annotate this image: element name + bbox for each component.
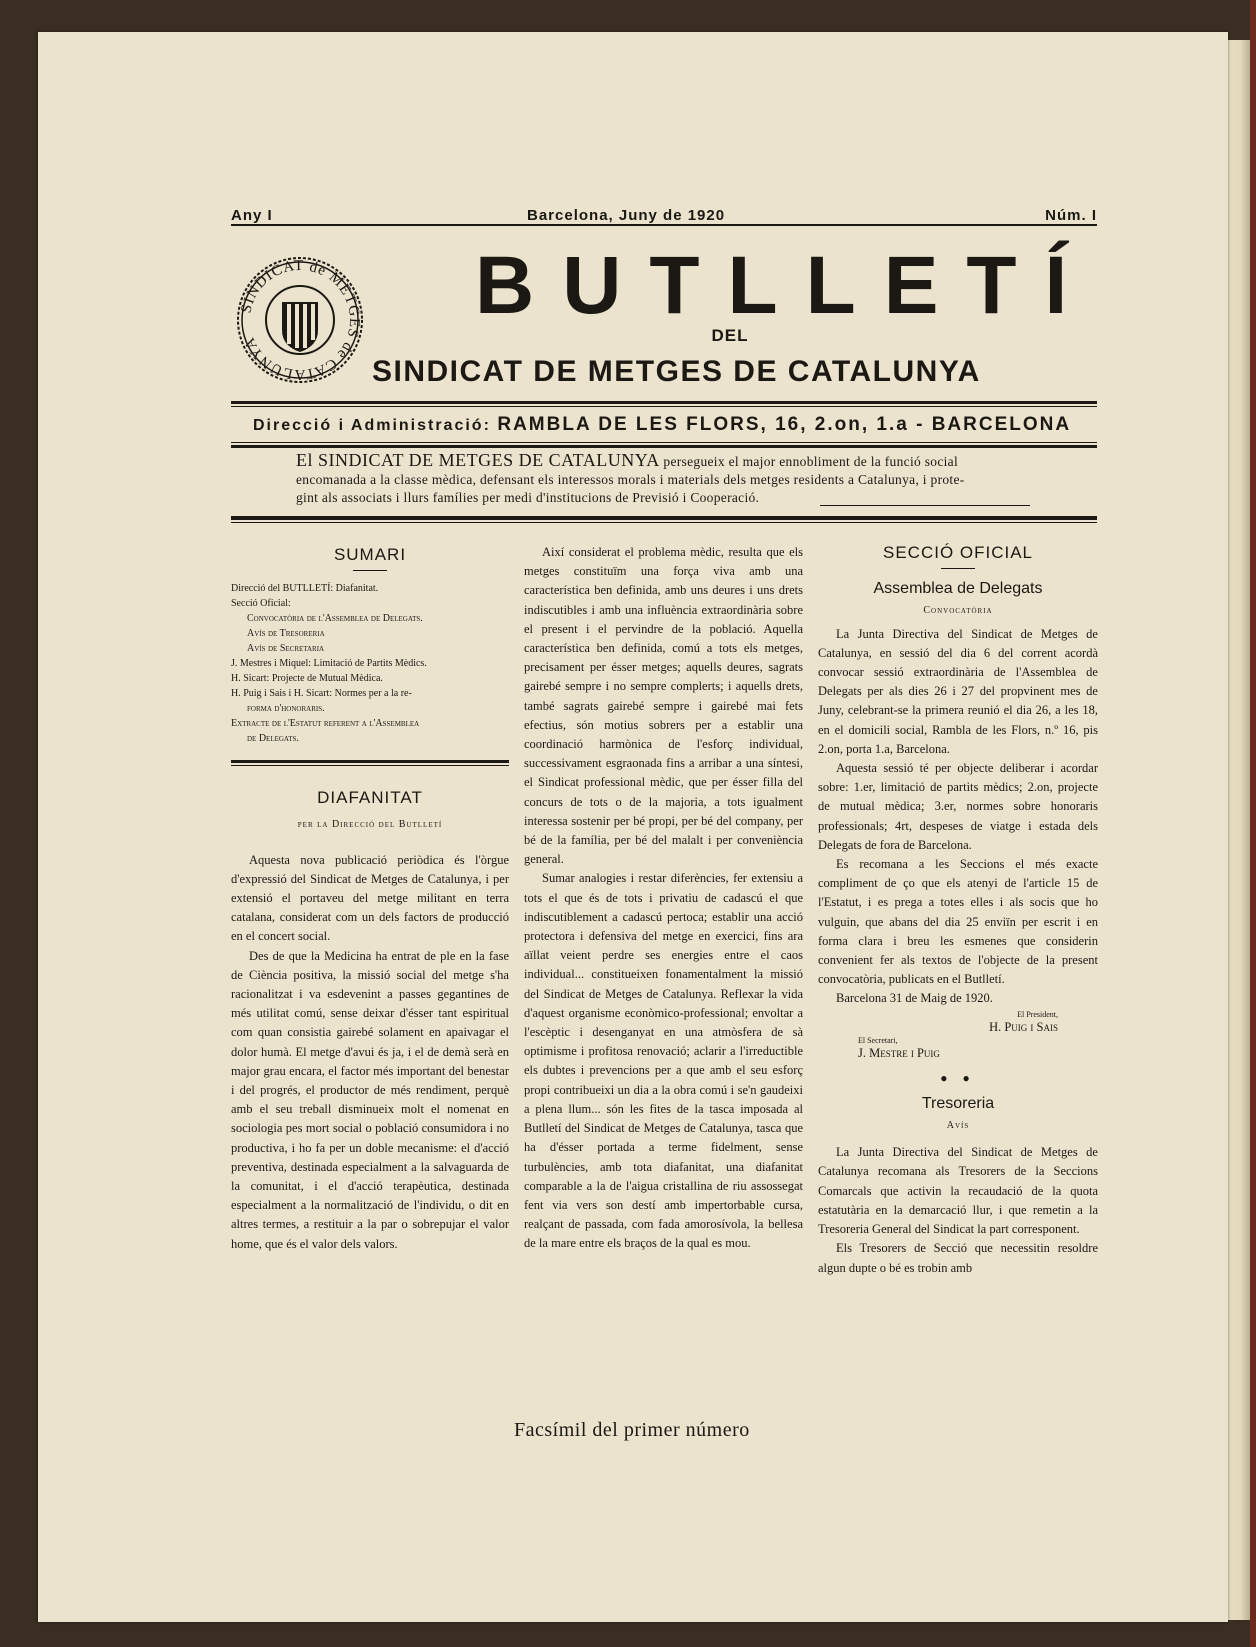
oficial-p1: La Junta Directiva del Sindicat de Metges de Catalunya, en sessió del dia 6 del corrent acordà convocar sessió extraordinària de l'Assemblea de Delegats per als dies 26 i 27 del propvinent mes de Juny, celebrant-se la primera reunió el dia 26, a les 18, en el domicili social, Rambla de les Flors, n.º 16, pis 2.on, porta 1.a, Barcelona. (818, 626, 1098, 756)
middle-p1: Així considerat el problema mèdic, resulta que els metges constituïm una força viva amb una característica ben definida, amb uns deures i uns drets indiscutibles i amb una influència extraordinària sobre el present i el pervindre de la població. Aquella característica ben definida, comú a tots els metges, precisament per ésser metges; aquells deures, sagrats gairebé sempre i no sempre complerts; i aquells drets, també sagrats gairebé sempre i gairebé mai fets efectius, són motius sobrers per a establir una coordinació harmònica de l'esforç individual, successivament esgraonada fins a arribar a una síntesi, el Sindicat professional mèdic, que per ésser filla del concurs de tots o de la majoria, a tots igualment interessa sostenir per bé propi, per bé del company, per bé de la família, per bé del malalt i per conveniència general. (524, 545, 803, 867)
column-middle (524, 543, 803, 1254)
sumari-item: H. Sicart: Projecte de Mutual Mèdica. (231, 673, 383, 685)
oficial-date: Barcelona 31 de Maig de 1920. (836, 991, 993, 1006)
sindicat-seal-logo (236, 256, 364, 384)
body-rule-thin (231, 522, 1097, 523)
issue-number: Núm. I (1045, 207, 1097, 224)
diafanitat-title: DIAFANITAT (317, 788, 423, 808)
mission-line1: persegueix el major ennobliment de la funció social (663, 454, 959, 469)
oficial-p3: Es recomana a les Seccions el més exacte compliment de ço que els atenyi de l'article 15 de l'Estatut, i es prega a totes elles i als socis que ho vulguin, que abans del dia 25 enviïn per escrit i en forma clara i breu les esmenes que considerin convenient fer als textos de l'objecte de la present convocatòria, publicats en el Butlletí. (818, 857, 1098, 987)
sumari-dash (353, 570, 387, 571)
oficial-dash (941, 568, 975, 569)
mission-statement (296, 451, 1026, 507)
sumari-item: de Delegats. (247, 733, 299, 745)
diafanitat-p1: Aquesta nova publicació periòdica és l'òrgue d'expressió del Sindicat de Metges de Catalunya, i per extensió el portaveu del metge militant en terra catalana, considerat com un dels factors de producció en el concert social. (231, 852, 509, 944)
mission-line3: gint als associats i llurs famílies per medi d'institucions de Previsió i Cooperació. (296, 490, 760, 505)
masthead-rule-top-thin (231, 406, 1097, 407)
body-rule (231, 516, 1097, 520)
sumari-item: Avís de Tresoreria (247, 628, 325, 640)
sumari-item: Avís de Secretaria (247, 643, 325, 655)
sumari-item: H. Puig i Sais i H. Sicart: Normes per a la re- (231, 688, 412, 700)
mission-lead: El SINDICAT DE METGES DE CATALUNYA (296, 450, 660, 470)
oficial-p2: Aquesta sessió té per objecte deliberar i acordar sobre: 1.er, limitació de partits mèdics; 2.on, projecte de mutual mèdica; 3.er, normes sobre honoraris professionals; 4rt, despeses de viatge i estada dels Delegats de fora de Barcelona. (818, 761, 1098, 852)
sumari-rule-thin (231, 765, 509, 766)
book-cover-edge (1250, 0, 1256, 1647)
diafanitat-byline: per la Direcció del Butlletí (297, 819, 443, 831)
section-bullets: ● ● (940, 1070, 976, 1085)
sumari-rule (231, 760, 509, 763)
facsimile-caption: Facsímil del primer número (514, 1419, 750, 1441)
avis-label: Avís (946, 1120, 970, 1132)
sumari-item: Convocatòria de l'Assemblea de Delegats. (247, 613, 423, 625)
seal-text: SINDICAT de METGES de CATALUNYA (238, 257, 363, 383)
volume-label: Any I (231, 207, 273, 224)
sumari-item: Direcció del BUTLLETÍ: Diafanitat. (231, 583, 379, 595)
address-rule-thin (231, 442, 1097, 443)
masthead-rule-top (231, 401, 1097, 404)
oficial-p4: La Junta Directiva del Sindicat de Metges de Catalunya recomana als Tresorers de la Seccions Comarcals que activin la recaudació de la quota estatutària en la demarcació llur, i que remetin a la Tresoreria General del Sindicat la part corresponent. (818, 1145, 1098, 1237)
tresoreria-title: Tresoreria (921, 1094, 995, 1112)
sumari-item: J. Mestres i Miquel: Limitació de Partits Mèdics. (231, 658, 427, 670)
assemblea-title: Assemblea de Delegats (873, 580, 1043, 598)
column-right (818, 543, 1098, 1278)
masthead-title: BUTLLETÍ (475, 240, 1096, 331)
place-date: Barcelona, Juny de 1920 (527, 207, 726, 224)
middle-p2: Sumar analogies i restar diferències, fer extensiu a tots el que és de tots i privatiu de cadascú el que indiscutiblement a cadascú pertoca; establir una acció protectora i defensiva del metge en exercici, fins ara aïllat veient perdre ses energies entre el caos individual... constitueixen fonamentalment la missió del Sindicat de Metges de Catalunya. Reflexar la vida d'aquest organisme econòmico-professional; envoltar a l'escèptic i desenganyat en una atmòsfera de sà optimisme i profitosa renovació; aclarir a l'irreductible els dubtes i prevencions per a que amb el seu esforç propi contribueixi un dia a la obra comú i se'n gaudeixi a plena llum... són les fites de la tasca imposada al Butlletí del Sindicat de Metges de Catalunya, tasca que ha d'ésser portada a terme fidelment, sense turbulències, amb tota diafanitat, una diafanitat comparable a la de l'aigua cristallina de riu assossegat fent via vers son destí amb impertorbable cursa, realçant de passada, com fada amorosívola, la bellesa de la mare entre els braços de la qual es mou. (524, 871, 803, 1251)
oficial-p5: Els Tresorers de Secció que necessitin resoldre algun dupte o bé es trobin amb (818, 1241, 1098, 1275)
masthead-subtitle: SINDICAT DE METGES DE CATALUNYA (372, 355, 981, 388)
sumari-title: SUMARI (333, 545, 407, 564)
address-label: Direcció i Administració: (253, 417, 491, 434)
masthead-del: DEL (711, 326, 749, 345)
mission-underline (820, 505, 1030, 506)
mission-line2: encomanada a la classe mèdica, defensant els interessos morals i materials dels metges residents a Catalunya, i prote- (296, 472, 965, 487)
sumari-item: Extracte de l'Estatut referent a l'Assemblea (231, 718, 420, 730)
secretari-label: El Secretari, (858, 1035, 898, 1045)
secretari-name: J. Mestre i Puig (858, 1045, 940, 1060)
address-value: RAMBLA DE LES FLORS, 16, 2.on, 1.a - BARCELONA (497, 414, 1072, 435)
president-signature (818, 1009, 1098, 1033)
sumari-item: Secció Oficial: (231, 598, 291, 610)
address-rule (231, 445, 1097, 448)
president-name: H. Puig i Sais (989, 1019, 1058, 1034)
sumari-item: forma d'honoraris. (247, 703, 325, 715)
address-line (253, 414, 1083, 436)
oficial-title: SECCIÓ OFICIAL (882, 543, 1034, 562)
president-label: El President, (1017, 1009, 1058, 1019)
column-left (231, 545, 509, 1254)
diafanitat-p2: Des de que la Medicina ha entrat de ple en la fase de Ciència positiva, la missió social del metge s'ha racionalitzat i va esdevenint a passes gegantines de més utilitat comú, sense deixar d'ésser tant espiritual com quan consistia gairebé solament en apaivagar el dolor humà. El metge d'avui és ja, i el de demà serà en major grau encara, el factor més important del benestar i del progrés, el productor de més rendiment, perquè amb el seu treball disminueix molt el nomenat en sociologia pes mort social o població consumidora i no productiva, i ho fa per un doble mecanisme: el d'acció preventiva, destinada especialment a la salvaguarda de la comunitat, i el d'acció terapèutica, destinada especialment a la normalització de l'individu, o dit en altres termes, a restituir a la par o sobrepujar el valor home, que és el valor dels valors. (231, 948, 509, 1251)
convocatoria-label: Convocatòria (923, 605, 993, 617)
secretari-signature (818, 1035, 1098, 1059)
header-rule (231, 224, 1097, 226)
